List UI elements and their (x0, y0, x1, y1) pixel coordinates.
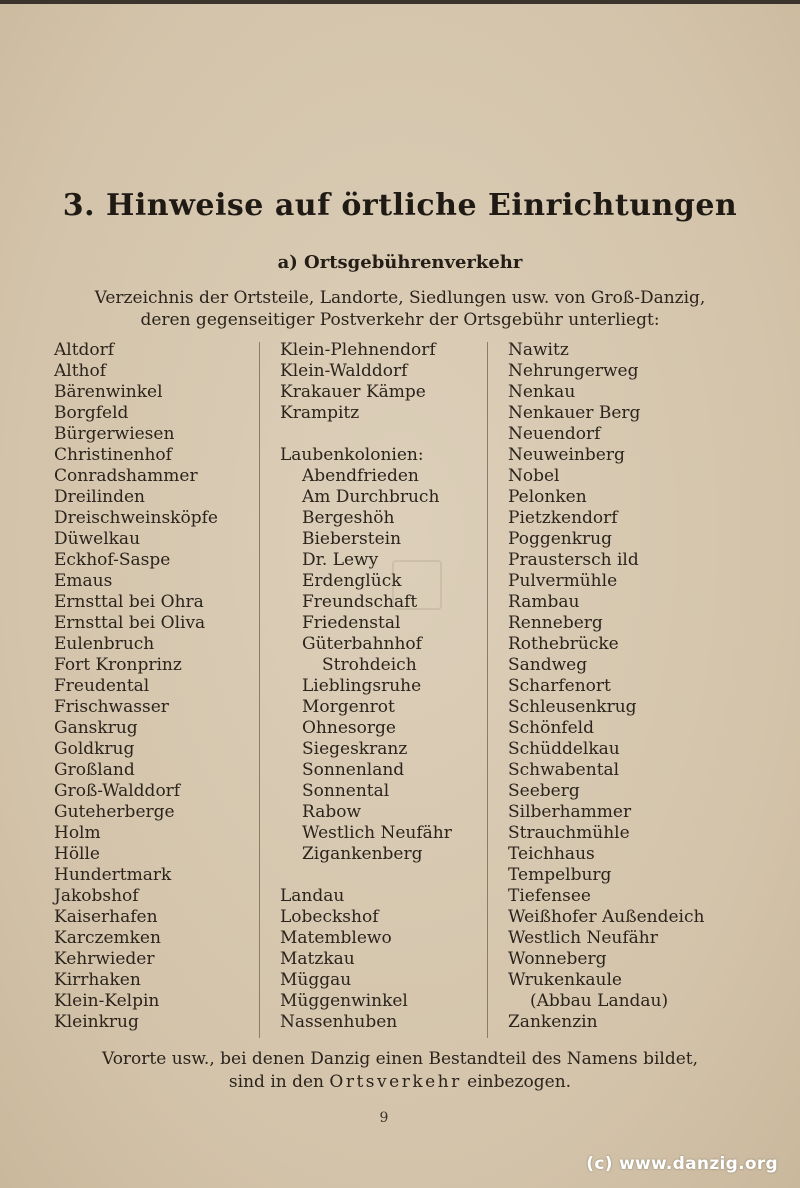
place-entry: Nenkau (508, 382, 576, 402)
place-entry: Hölle (54, 844, 100, 864)
place-entry: Freundschaft (302, 592, 418, 612)
place-entry: Schönfeld (508, 718, 594, 738)
place-entry: Düwelkau (54, 529, 141, 549)
footer-line-1: Vororte usw., bei denen Danzig einen Bestandteil des Namens bildet, (101, 1049, 698, 1069)
place-entry: Siegeskranz (302, 739, 408, 759)
faded-stamp-mark (392, 560, 442, 610)
place-entry: Praustersch ild (508, 550, 639, 570)
place-entry: Rabow (302, 802, 361, 822)
place-entry: Sonnental (302, 781, 390, 801)
footer-emphasis: Ortsverkehr (329, 1072, 462, 1092)
place-entry: Matemblewo (280, 928, 392, 948)
place-entry: Müggenwinkel (280, 991, 408, 1011)
place-entry: Renneberg (508, 613, 603, 633)
place-entry: Westlich Neufähr (302, 823, 452, 843)
place-list-column-3 (508, 340, 748, 1033)
place-entry: Christinenhof (54, 445, 172, 465)
place-list-column-1 (54, 340, 254, 1033)
place-entry: Ernsttal bei Oliva (54, 613, 206, 633)
place-entry: Sandweg (508, 655, 588, 675)
place-entry: Wrukenkaule (508, 970, 622, 990)
place-entry: Eckhof-Saspe (54, 550, 171, 570)
place-entry: Nehrungerweg (508, 361, 639, 381)
footer-note (40, 1048, 760, 1094)
place-entry: Bergeshöh (302, 508, 395, 528)
place-entry: Jakobshof (54, 886, 139, 906)
place-entry: Teichhaus (508, 844, 595, 864)
place-entry: Pulvermühle (508, 571, 618, 591)
place-entry: Krakauer Kämpe (280, 382, 426, 402)
place-entry: Klein-Plehnendorf (280, 340, 436, 360)
place-entry: Nassenhuben (280, 1012, 398, 1032)
page-title: 3. Hinweise auf örtliche Einrichtungen (62, 188, 738, 223)
place-entry: Lieblingsruhe (302, 676, 422, 696)
intro-line-1: Verzeichnis der Ortsteile, Landorte, Siedlungen usw. von Groß-Danzig, (94, 288, 706, 308)
colonies-heading: Laubenkolonien: (280, 445, 424, 465)
place-entry: Schwabental (508, 760, 620, 780)
place-entry: Nenkauer Berg (508, 403, 641, 423)
place-entry: Ernsttal bei Ohra (54, 592, 204, 612)
place-entry: Güterbahnhof (302, 634, 422, 654)
place-entry: Freudental (54, 676, 150, 696)
place-entry: Guteherberge (54, 802, 175, 822)
place-entry: Kaiserhafen (54, 907, 158, 927)
intro-paragraph (40, 287, 760, 331)
list-spacer (280, 865, 485, 886)
place-entry: Westlich Neufähr (508, 928, 658, 948)
column-divider-1 (259, 342, 260, 1038)
place-entry: Pietzkendorf (508, 508, 618, 528)
footer-text-c: einbezogen. (467, 1072, 572, 1092)
place-entry: Nawitz (508, 340, 569, 360)
place-entry: Rambau (508, 592, 580, 612)
place-entry: Pelonken (508, 487, 587, 507)
place-entry: Zigankenberg (302, 844, 423, 864)
place-entry: Lobeckshof (280, 907, 379, 927)
place-entry: Krampitz (280, 403, 360, 423)
place-entry: Silberhammer (508, 802, 632, 822)
place-entry: Neuweinberg (508, 445, 625, 465)
place-entry: Ganskrug (54, 718, 138, 738)
place-entry: Friedenstal (302, 613, 401, 633)
place-entry: Altdorf (54, 340, 115, 360)
place-entry: Müggau (280, 970, 352, 990)
place-entry: Morgenrot (302, 697, 395, 717)
place-entry: Goldkrug (54, 739, 135, 759)
place-entry: Strauchmühle (508, 823, 630, 843)
place-entry: (Abbau Landau) (530, 991, 669, 1011)
place-entry: Kirrhaken (54, 970, 141, 990)
place-entry: Poggenkrug (508, 529, 613, 549)
place-entry: Groß-Walddorf (54, 781, 181, 801)
place-entry: Seeberg (508, 781, 580, 801)
page-number: 9 (379, 1110, 389, 1126)
place-entry: Wonneberg (508, 949, 607, 969)
column-divider-2 (487, 342, 488, 1038)
place-entry: Großland (54, 760, 135, 780)
place-entry: Bürgerwiesen (54, 424, 175, 444)
place-entry: Nobel (508, 466, 560, 486)
copyright-watermark: (c) www.danzig.org (586, 1154, 778, 1174)
place-entry: Bieberstein (302, 529, 402, 549)
place-entry: Karczemken (54, 928, 161, 948)
place-entry: Althof (54, 361, 107, 381)
place-entry: Am Durchbruch (302, 487, 440, 507)
place-entry: Eulenbruch (54, 634, 155, 654)
place-entry: Frischwasser (54, 697, 169, 717)
place-entry: Rothebrücke (508, 634, 619, 654)
place-entry: Fort Kronprinz (54, 655, 182, 675)
place-entry: Schüddelkau (508, 739, 620, 759)
place-entry: Tempelburg (508, 865, 612, 885)
place-entry: Erdenglück (302, 571, 402, 591)
place-entry: Klein-Walddorf (280, 361, 408, 381)
list-spacer (280, 424, 485, 445)
place-entry: Matzkau (280, 949, 355, 969)
place-entry: Strohdeich (322, 655, 417, 675)
footer-text-a: sind in den (228, 1072, 324, 1092)
place-entry: Kleinkrug (54, 1012, 139, 1032)
place-entry: Neuendorf (508, 424, 601, 444)
place-entry: Bärenwinkel (54, 382, 163, 402)
place-entry: Weißhofer Außendeich (508, 907, 705, 927)
place-entry: Schleusenkrug (508, 697, 637, 717)
place-entry: Scharfenort (508, 676, 611, 696)
place-entry: Dreischweinsköpfe (54, 508, 218, 528)
place-entry: Emaus (54, 571, 113, 591)
place-entry: Borgfeld (54, 403, 129, 423)
place-entry: Ohnesorge (302, 718, 396, 738)
place-entry: Abendfrieden (302, 466, 419, 486)
place-entry: Tiefensee (508, 886, 591, 906)
place-entry: Kehrwieder (54, 949, 155, 969)
place-entry: Dreilinden (54, 487, 145, 507)
place-list-column-2 (280, 340, 485, 1033)
footer-line-2 (40, 1071, 760, 1094)
place-entry: Landau (280, 886, 345, 906)
place-entry: Dr. Lewy (302, 550, 379, 570)
place-entry: Hundertmark (54, 865, 172, 885)
place-entry: Klein-Kelpin (54, 991, 160, 1011)
scan-top-edge (0, 0, 800, 4)
place-entry: Holm (54, 823, 101, 843)
section-subtitle: a) Ortsgebührenverkehr (277, 252, 523, 273)
place-entry: Sonnenland (302, 760, 405, 780)
place-entry: Zankenzin (508, 1012, 598, 1032)
intro-line-2: deren gegenseitiger Postverkehr der Ortsgebühr unterliegt: (140, 310, 660, 330)
place-entry: Conradshammer (54, 466, 198, 486)
